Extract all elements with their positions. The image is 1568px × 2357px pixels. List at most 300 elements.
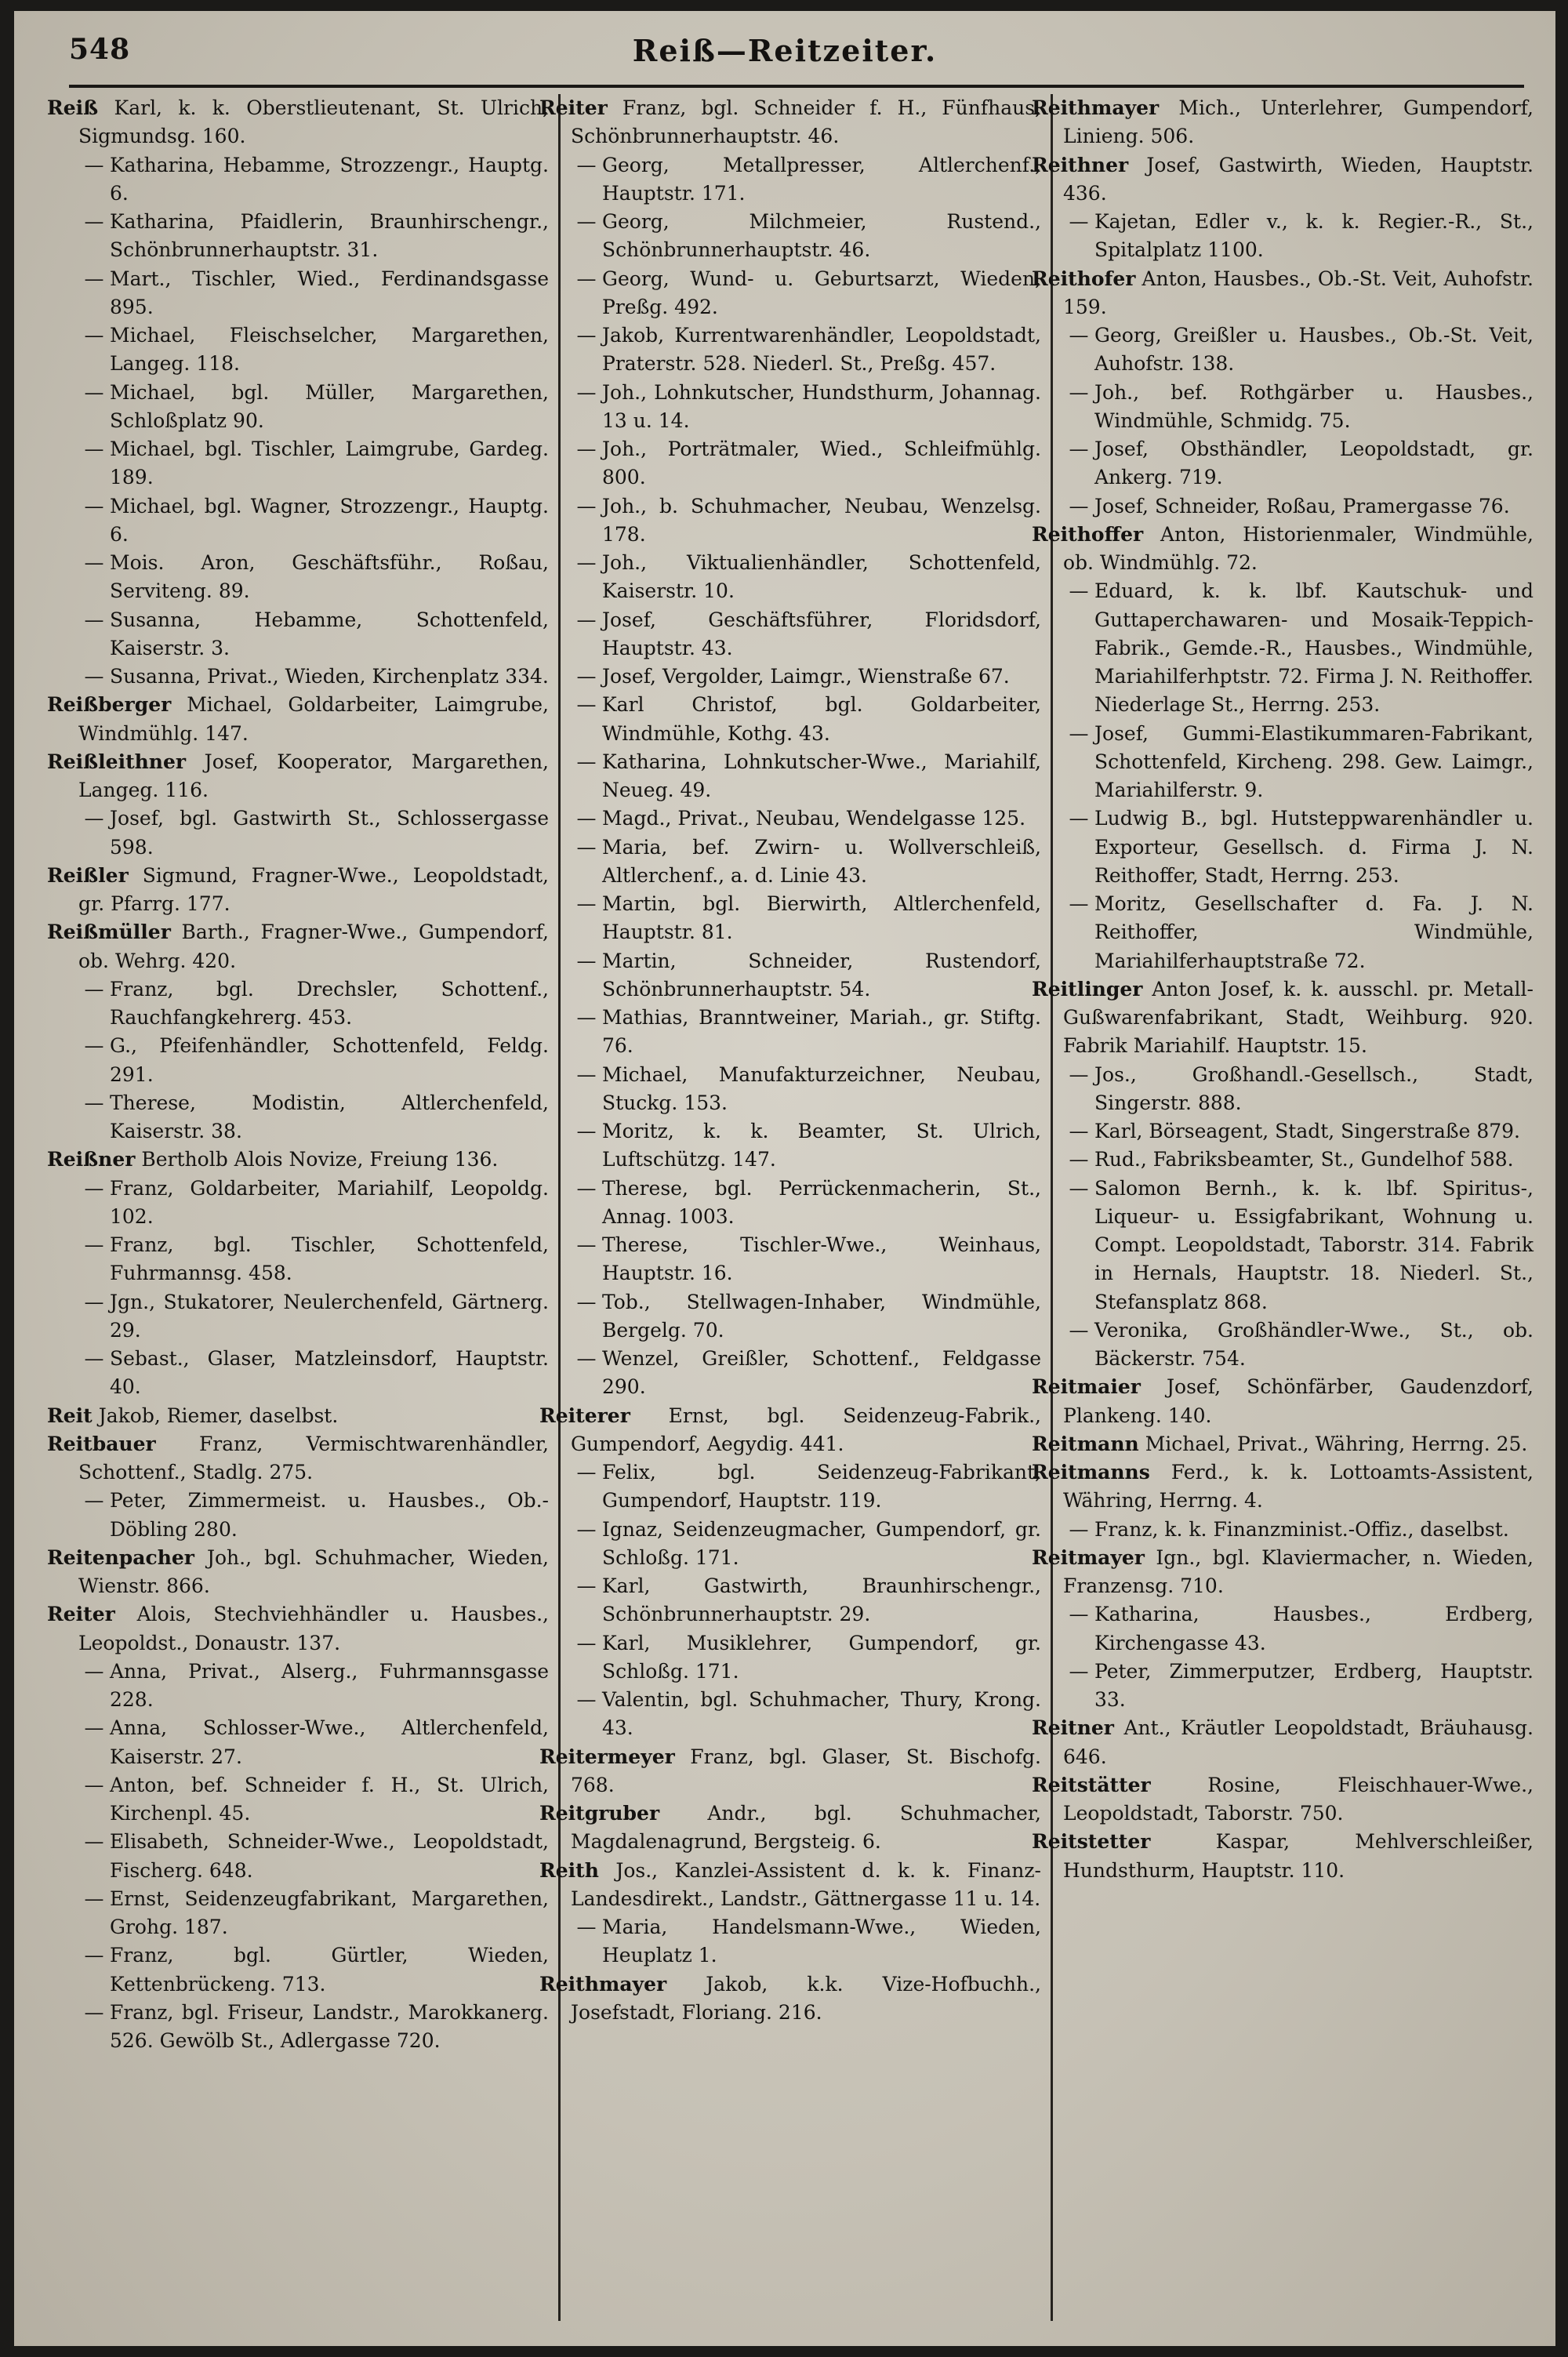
directory-subentry bbox=[571, 748, 1041, 805]
entry-text: Mich., Unterlehrer, Gumpendorf, Linieng. 506. bbox=[1063, 96, 1534, 148]
directory-subentry bbox=[571, 947, 1041, 1004]
entry-text: Josef, Kooperator, Margarethen, Langeg. 116. bbox=[78, 750, 549, 801]
entry-text: Katharina, Hausbes., Erdberg, Kirchengasse 43. bbox=[1094, 1603, 1534, 1654]
entry-text: Andr., bgl. Schuhmacher, Magdalenagrund, Bergsteig. 6. bbox=[571, 1802, 1041, 1854]
entry-text: Michael, Manufakturzeichner, Neubau, Stuckg. 153. bbox=[602, 1062, 1041, 1114]
ditto-dash: — bbox=[576, 380, 597, 404]
entry-text: Michael, bgl. Müller, Margarethen, Schloßplatz 90. bbox=[110, 380, 549, 432]
ditto-dash: — bbox=[576, 1517, 597, 1541]
entry-surname: Reißmüller bbox=[47, 921, 171, 944]
entry-text: Mois. Aron, Geschäftsführ., Roßau, Serviteng. 89. bbox=[110, 551, 549, 603]
entry-text: Veronika, Großhändler-Wwe., St., ob. Bäckerstr. 754. bbox=[1094, 1318, 1534, 1370]
entry-text: Josef, Obsthändler, Leopoldstadt, gr. Ankerg. 719. bbox=[1094, 438, 1534, 489]
entry-text: Josef, Geschäftsführer, Floridsdorf, Hauptstr. 43. bbox=[602, 608, 1041, 659]
entry-surname: Reitmayer bbox=[1032, 1545, 1145, 1569]
directory-entry bbox=[47, 1146, 549, 1174]
directory-subentry bbox=[78, 1288, 549, 1346]
entry-text: Karl, k. k. Oberstlieutenant, St. Ulrich, Sigmundsg. 160. bbox=[78, 96, 550, 148]
directory-subentry bbox=[571, 804, 1041, 833]
ditto-dash: — bbox=[1069, 210, 1089, 233]
directory-entry bbox=[1032, 265, 1534, 322]
entry-surname: Reit bbox=[47, 1404, 93, 1427]
ditto-dash: — bbox=[84, 1290, 104, 1313]
ditto-dash: — bbox=[84, 1887, 104, 1910]
ditto-dash: — bbox=[1069, 1603, 1089, 1626]
directory-subentry bbox=[78, 1885, 549, 1942]
directory-subentry bbox=[1063, 1600, 1534, 1658]
ditto-dash: — bbox=[576, 324, 597, 347]
directory-subentry bbox=[1063, 1146, 1534, 1174]
ditto-dash: — bbox=[84, 494, 104, 518]
ditto-dash: — bbox=[84, 1091, 104, 1114]
directory-subentry bbox=[571, 1061, 1041, 1118]
ditto-dash: — bbox=[576, 750, 597, 773]
entry-text: Jos., Großhandl.-Gesellsch., Stadt, Singerstr. 888. bbox=[1094, 1062, 1534, 1114]
ditto-dash: — bbox=[576, 551, 597, 574]
ditto-dash: — bbox=[84, 1034, 104, 1058]
directory-subentry bbox=[571, 833, 1041, 891]
entry-text: Wenzel, Greißler, Schottenf., Feldgasse 290. bbox=[602, 1347, 1041, 1399]
directory-subentry bbox=[78, 549, 549, 606]
directory-subentry bbox=[78, 1658, 549, 1715]
directory-subentry bbox=[1063, 1658, 1534, 1715]
entry-text: Elisabeth, Schneider-Wwe., Leopoldstadt, Fischerg. 648. bbox=[110, 1830, 549, 1882]
ditto-dash: — bbox=[84, 1659, 104, 1683]
entry-text: Felix, bgl. Seidenzeug-Fabrikant, Gumpendorf, Hauptstr. 119. bbox=[602, 1461, 1041, 1513]
ditto-dash: — bbox=[576, 1233, 597, 1256]
directory-subentry bbox=[571, 1288, 1041, 1346]
entry-text: Tob., Stellwagen-Inhaber, Windmühle, Bergelg. 70. bbox=[602, 1290, 1041, 1342]
directory-entry bbox=[47, 918, 549, 975]
ditto-dash: — bbox=[576, 1176, 597, 1200]
directory-subentry bbox=[571, 208, 1041, 265]
directory-entry bbox=[539, 1402, 1041, 1459]
column-1 bbox=[47, 94, 550, 2321]
directory-subentry bbox=[78, 1175, 549, 1232]
entry-text: Valentin, bgl. Schuhmacher, Thury, Krong. 43. bbox=[602, 1688, 1041, 1740]
ditto-dash: — bbox=[1069, 1517, 1089, 1541]
directory-entry bbox=[47, 748, 549, 805]
directory-entry bbox=[47, 1402, 549, 1430]
entry-text: Moritz, Gesellschafter d. Fa. J. N. Reithoffer, Windmühle, Mariahilferhauptstraße 72. bbox=[1094, 892, 1534, 972]
directory-subentry bbox=[1063, 1061, 1534, 1118]
entry-text: Kajetan, Edler v., k. k. Regier.-R., St., Spitalplatz 1100. bbox=[1094, 210, 1534, 262]
entry-text: Ferd., k. k. Lottoamts-Assistent, Währing, Herrng. 4. bbox=[1063, 1461, 1534, 1513]
directory-entry bbox=[1032, 975, 1534, 1061]
directory-subentry bbox=[78, 1771, 549, 1829]
entry-surname: Reitlinger bbox=[1032, 977, 1143, 1001]
column-divider bbox=[1051, 94, 1053, 2321]
entry-surname: Reißner bbox=[47, 1148, 136, 1171]
page-header bbox=[14, 11, 1555, 83]
directory-subentry bbox=[78, 265, 549, 322]
ditto-dash: — bbox=[84, 438, 104, 460]
ditto-dash: — bbox=[84, 665, 104, 688]
entry-text: Eduard, k. k. lbf. Kautschuk- und Guttaperchawaren- und Mosaik-Teppich-Fabrik., Gemde.-R., Hausbes., Windmühle, Mariahilferhptstr. 72. Firma J. N. Reithoffer. Niederlage St., Herrng. 253. bbox=[1094, 579, 1534, 717]
ditto-dash: — bbox=[576, 665, 597, 688]
directory-subentry bbox=[78, 151, 549, 209]
entry-text: Michael, Fleischselcher, Margarethen, Langeg. 118. bbox=[110, 324, 549, 376]
entry-text: Therese, Tischler-Wwe., Weinhaus, Hauptstr. 16. bbox=[602, 1233, 1041, 1285]
directory-entry bbox=[539, 94, 1041, 151]
ditto-dash: — bbox=[84, 807, 104, 830]
directory-subentry bbox=[78, 1345, 549, 1402]
entry-text: Franz, bgl. Glaser, St. Bischofg. 768. bbox=[571, 1745, 1041, 1796]
entry-text: Jakob, k.k. Vize-Hofbuchh., Josefstadt, Floriang. 216. bbox=[571, 1972, 1041, 2024]
entry-text: Joh., b. Schuhmacher, Neubau, Wenzelsg. 178. bbox=[602, 494, 1041, 546]
directory-entry bbox=[1032, 1430, 1534, 1458]
ditto-dash: — bbox=[84, 1176, 104, 1200]
directory-entry bbox=[1032, 1373, 1534, 1430]
entry-text: Josef, Vergolder, Laimgr., Wienstraße 67. bbox=[602, 665, 1010, 688]
entry-text: Sigmund, Fragner-Wwe., Leopoldstadt, gr. Pfarrg. 177. bbox=[78, 863, 549, 915]
entry-text: Katharina, Pfaidlerin, Braunhirschengr., Schönbrunnerhauptstr. 31. bbox=[110, 210, 549, 262]
entry-text: Franz, bgl. Friseur, Landstr., Marokkanerg. 526. Gewölb St., Adlergasse 720. bbox=[110, 2000, 549, 2052]
ditto-dash: — bbox=[84, 977, 104, 1001]
directory-subentry bbox=[571, 606, 1041, 663]
entry-text: Franz, bgl. Gürtler, Wieden, Kettenbrückeng. 713. bbox=[110, 1944, 549, 1996]
ditto-dash: — bbox=[1069, 1148, 1089, 1171]
directory-subentry bbox=[1063, 1516, 1534, 1544]
column-2 bbox=[539, 94, 1041, 2321]
directory-entry bbox=[539, 1857, 1041, 1914]
ditto-dash: — bbox=[84, 1944, 104, 1967]
directory-subentry bbox=[1063, 890, 1534, 975]
directory-subentry bbox=[78, 975, 549, 1033]
entry-text: Anna, Privat., Alserg., Fuhrmannsgasse 228. bbox=[110, 1659, 549, 1711]
page-number: 548 bbox=[69, 33, 131, 66]
directory-subentry bbox=[1063, 804, 1534, 890]
entry-text: Franz, Vermischtwarenhändler, Schottenf., Stadlg. 275. bbox=[78, 1432, 549, 1484]
directory-subentry bbox=[78, 663, 549, 691]
entry-surname: Reißberger bbox=[47, 693, 172, 717]
ditto-dash: — bbox=[576, 1347, 597, 1370]
directory-subentry bbox=[78, 1828, 549, 1885]
entry-surname: Reitenpacher bbox=[47, 1545, 194, 1569]
directory-subentry bbox=[571, 549, 1041, 606]
entry-surname: Reiß bbox=[47, 96, 99, 119]
ditto-dash: — bbox=[84, 324, 104, 347]
directory-subentry bbox=[1063, 1175, 1534, 1317]
entry-text: Joh., Lohnkutscher, Hundsthurm, Johannag. 13 u. 14. bbox=[602, 380, 1041, 432]
entry-text: Salomon Bernh., k. k. lbf. Spiritus-, Liqueur- u. Essigfabrikant, Wohnung u. Compt. Leopoldstadt, Taborstr. 314. Fabrik in Hernals, Hauptstr. 18. Niederl. St., Stefansplatz 868. bbox=[1094, 1176, 1534, 1313]
entry-surname: Reißleithner bbox=[47, 750, 187, 773]
entry-text: G., Pfeifenhändler, Schottenfeld, Feldg. 291. bbox=[110, 1034, 549, 1086]
entry-text: Peter, Zimmermeist. u. Hausbes., Ob.-Döbling 280. bbox=[110, 1489, 549, 1541]
directory-subentry bbox=[1063, 1317, 1534, 1374]
directory-subentry bbox=[78, 606, 549, 663]
ditto-dash: — bbox=[576, 892, 597, 915]
ditto-dash: — bbox=[576, 608, 597, 631]
entry-text: Ernst, bgl. Seidenzeug-Fabrik., Gumpendorf, Aegydig. 441. bbox=[571, 1404, 1041, 1455]
directory-subentry bbox=[571, 321, 1041, 379]
directory-entry bbox=[1032, 94, 1534, 151]
ditto-dash: — bbox=[576, 807, 597, 830]
entry-surname: Reith bbox=[539, 1858, 599, 1882]
entry-text: Ign., bgl. Klaviermacher, n. Wieden, Franzensg. 710. bbox=[1063, 1545, 1534, 1597]
ditto-dash: — bbox=[1069, 579, 1089, 603]
ditto-dash: — bbox=[576, 1062, 597, 1086]
entry-text: Barth., Fragner-Wwe., Gumpendorf, ob. Wehrg. 420. bbox=[78, 921, 549, 972]
entry-surname: Reiterer bbox=[539, 1404, 630, 1427]
directory-entry bbox=[539, 1970, 1041, 2028]
column-3 bbox=[1032, 94, 1534, 2321]
ditto-dash: — bbox=[1069, 1318, 1089, 1342]
directory-entry bbox=[47, 691, 550, 748]
ditto-dash: — bbox=[1069, 494, 1089, 518]
entry-text: Anton, Historienmaler, Windmühle, ob. Windmühlg. 72. bbox=[1063, 522, 1534, 574]
entry-text: Jakob, Kurrentwarenhändler, Leopoldstadt, Praterstr. 528. Niederl. St., Preßg. 457. bbox=[602, 324, 1041, 376]
directory-subentry bbox=[78, 1032, 549, 1089]
ditto-dash: — bbox=[84, 1489, 104, 1513]
ditto-dash: — bbox=[576, 153, 597, 176]
entry-text: Michael, Goldarbeiter, Laimgrube, Windmühlg. 147. bbox=[78, 693, 550, 745]
entry-text: Josef, Schönfärber, Gaudenzdorf, Plankeng. 140. bbox=[1063, 1375, 1534, 1427]
entry-text: Josef, Schneider, Roßau, Pramergasse 76. bbox=[1094, 494, 1510, 518]
entry-text: Georg, Greißler u. Hausbes., Ob.-St. Veit, Auhofstr. 138. bbox=[1094, 324, 1534, 376]
entry-text: Jgn., Stukatorer, Neulerchenfeld, Gärtnerg. 29. bbox=[110, 1290, 549, 1342]
directory-subentry bbox=[571, 1572, 1041, 1629]
directory-subentry bbox=[1063, 379, 1534, 436]
directory-subentry bbox=[571, 1175, 1041, 1232]
ditto-dash: — bbox=[84, 1716, 104, 1740]
entry-text: Joh., Porträtmaler, Wied., Schleifmühlg. 800. bbox=[602, 438, 1041, 489]
entry-surname: Reithofer bbox=[1032, 267, 1136, 290]
directory-subentry bbox=[1063, 492, 1534, 521]
entry-text: Anton, Hausbes., Ob.-St. Veit, Auhofstr. 159. bbox=[1063, 267, 1534, 318]
directory-entry bbox=[539, 1800, 1041, 1857]
directory-entry bbox=[47, 1600, 549, 1658]
entry-surname: Reiter bbox=[539, 96, 608, 119]
directory-entry bbox=[1032, 521, 1534, 578]
directory-subentry bbox=[571, 1345, 1041, 1402]
ditto-dash: — bbox=[576, 438, 597, 460]
entry-text: Georg, Milchmeier, Rustend., Schönbrunnerhauptstr. 46. bbox=[602, 210, 1041, 262]
ditto-dash: — bbox=[1069, 807, 1089, 830]
ditto-dash: — bbox=[576, 1631, 597, 1654]
entry-text: Josef, Gummi-Elastikummaren-Fabrikant, Schottenfeld, Kircheng. 298. Gew. Laimgr., Mariahilferstr. 9. bbox=[1094, 721, 1534, 801]
directory-subentry bbox=[1063, 720, 1534, 805]
entry-text: Franz, bgl. Tischler, Schottenfeld, Fuhrmannsg. 458. bbox=[110, 1233, 549, 1285]
entry-text: Georg, Metallpresser, Altlerchenf., Hauptstr. 171. bbox=[602, 153, 1041, 205]
directory-entry bbox=[47, 1544, 550, 1601]
directory-subentry bbox=[78, 1999, 549, 2056]
directory-subentry bbox=[571, 663, 1041, 691]
entry-text: Anton Josef, k. k. ausschl. pr. Metall-Gußwarenfabrikant, Stadt, Weihburg. 920. Fabrik Mariahilf. Hauptstr. 15. bbox=[1063, 977, 1534, 1058]
ditto-dash: — bbox=[576, 1916, 597, 1938]
entry-text: Susanna, Hebamme, Schottenfeld, Kaiserstr. 3. bbox=[110, 608, 549, 659]
entry-text: Moritz, k. k. Beamter, St. Ulrich, Luftschützg. 147. bbox=[602, 1120, 1041, 1171]
directory-subentry bbox=[571, 1004, 1041, 1061]
ditto-dash: — bbox=[576, 267, 597, 290]
entry-text: Rosine, Fleischhauer-Wwe., Leopoldstadt, Taborstr. 750. bbox=[1063, 1773, 1534, 1825]
entry-text: Ignaz, Seidenzeugmacher, Gumpendorf, gr. Schloßg. 171. bbox=[602, 1517, 1041, 1569]
ditto-dash: — bbox=[1069, 721, 1089, 745]
entry-surname: Reithoffer bbox=[1032, 522, 1144, 546]
entry-text: Michael, Privat., Währing, Herrng. 25. bbox=[1145, 1432, 1528, 1455]
entry-surname: Reitstätter bbox=[1032, 1773, 1151, 1796]
columns bbox=[47, 94, 1534, 2321]
entry-text: Karl, Börseagent, Stadt, Singerstraße 879. bbox=[1094, 1120, 1520, 1142]
ditto-dash: — bbox=[84, 267, 104, 290]
directory-page bbox=[14, 11, 1555, 2346]
entry-text: Maria, bef. Zwirn- u. Wollverschleiß, Altlerchenf., a. d. Linie 43. bbox=[602, 835, 1041, 887]
directory-subentry bbox=[78, 379, 549, 436]
ditto-dash: — bbox=[576, 949, 597, 972]
ditto-dash: — bbox=[84, 551, 104, 574]
header-rule bbox=[69, 85, 1524, 88]
entry-text: Georg, Wund- u. Geburtsarzt, Wieden, Preßg. 492. bbox=[602, 267, 1041, 318]
directory-subentry bbox=[78, 1089, 549, 1146]
directory-subentry bbox=[571, 890, 1041, 947]
entry-text: Karl, Musiklehrer, Gumpendorf, gr. Schloßg. 171. bbox=[602, 1631, 1041, 1683]
directory-subentry bbox=[78, 804, 549, 862]
entry-surname: Reitner bbox=[1032, 1716, 1114, 1740]
directory-subentry bbox=[78, 1941, 549, 1999]
directory-subentry bbox=[1063, 321, 1534, 379]
ditto-dash: — bbox=[1069, 892, 1089, 915]
entry-text: Maria, Handelsmann-Wwe., Wieden, Heuplatz 1. bbox=[602, 1916, 1041, 1967]
directory-subentry bbox=[571, 691, 1041, 748]
ditto-dash: — bbox=[84, 608, 104, 631]
directory-subentry bbox=[1063, 1117, 1534, 1146]
ditto-dash: — bbox=[576, 835, 597, 859]
entry-text: Josef, Gastwirth, Wieden, Hauptstr. 436. bbox=[1063, 153, 1534, 205]
directory-subentry bbox=[571, 1516, 1041, 1573]
ditto-dash: — bbox=[1069, 1062, 1089, 1086]
directory-entry bbox=[1032, 1828, 1534, 1885]
ditto-dash: — bbox=[1069, 1659, 1089, 1683]
ditto-dash: — bbox=[576, 494, 597, 518]
entry-text: Jos., Kanzlei-Assistent d. k. k. Finanz-Landesdirekt., Landstr., Gättnergasse 11 u. 14. bbox=[571, 1858, 1041, 1910]
ditto-dash: — bbox=[84, 1233, 104, 1256]
entry-text: Martin, Schneider, Rustendorf, Schönbrunnerhauptstr. 54. bbox=[602, 949, 1041, 1001]
ditto-dash: — bbox=[84, 1773, 104, 1796]
entry-text: Joh., bef. Rothgärber u. Hausbes., Windmühle, Schmidg. 75. bbox=[1094, 380, 1534, 432]
entry-text: Michael, bgl. Wagner, Strozzengr., Hauptg. 6. bbox=[110, 494, 549, 546]
ditto-dash: — bbox=[576, 1120, 597, 1142]
directory-entry bbox=[47, 862, 549, 919]
ditto-dash: — bbox=[576, 1006, 597, 1029]
directory-subentry bbox=[571, 1629, 1041, 1687]
directory-subentry bbox=[78, 1714, 549, 1771]
directory-subentry bbox=[571, 1686, 1041, 1743]
entry-text: Katharina, Hebamme, Strozzengr., Hauptg. 6. bbox=[110, 153, 549, 205]
entry-text: Franz, bgl. Schneider f. H., Fünfhaus, Schönbrunnerhauptstr. 46. bbox=[571, 96, 1041, 148]
directory-subentry bbox=[1063, 208, 1534, 265]
ditto-dash: — bbox=[84, 2000, 104, 2024]
entry-text: Katharina, Lohnkutscher-Wwe., Mariahilf, Neueg. 49. bbox=[602, 750, 1041, 801]
entry-text: Anna, Schlosser-Wwe., Altlerchenfeld, Kaiserstr. 27. bbox=[110, 1716, 549, 1768]
entry-surname: Reithner bbox=[1032, 153, 1129, 176]
entry-text: Mathias, Branntweiner, Mariah., gr. Stiftg. 76. bbox=[602, 1006, 1041, 1058]
entry-text: Franz, k. k. Finanzminist.-Offiz., daselbst. bbox=[1094, 1517, 1509, 1541]
entry-text: Bertholb Alois Novize, Freiung 136. bbox=[141, 1148, 499, 1171]
directory-subentry bbox=[571, 1458, 1041, 1516]
directory-subentry bbox=[78, 1231, 549, 1288]
entry-text: Susanna, Privat., Wieden, Kirchenplatz 334. bbox=[110, 665, 549, 688]
ditto-dash: — bbox=[84, 380, 104, 404]
entry-text: Martin, bgl. Bierwirth, Altlerchenfeld, Hauptstr. 81. bbox=[602, 892, 1041, 944]
ditto-dash: — bbox=[1069, 380, 1089, 404]
entry-text: Therese, bgl. Perrückenmacherin, St., Annag. 1003. bbox=[602, 1176, 1041, 1228]
directory-subentry bbox=[571, 1117, 1041, 1175]
ditto-dash: — bbox=[576, 1688, 597, 1711]
ditto-dash: — bbox=[576, 1290, 597, 1313]
entry-text: Franz, Goldarbeiter, Mariahilf, Leopoldg. 102. bbox=[110, 1176, 549, 1228]
directory-subentry bbox=[571, 1231, 1041, 1288]
ditto-dash: — bbox=[1069, 438, 1089, 460]
entry-text: Jakob, Riemer, daselbst. bbox=[98, 1404, 339, 1427]
directory-subentry bbox=[571, 151, 1041, 209]
directory-entry bbox=[47, 1430, 549, 1487]
entry-text: Franz, bgl. Drechsler, Schottenf., Rauchfangkehrerg. 453. bbox=[110, 977, 549, 1029]
entry-surname: Reißler bbox=[47, 863, 129, 887]
ditto-dash: — bbox=[576, 693, 597, 717]
entry-surname: Reitstetter bbox=[1032, 1830, 1151, 1854]
entry-text: Ant., Kräutler Leopoldstadt, Bräuhausg. 646. bbox=[1063, 1716, 1534, 1768]
directory-subentry bbox=[571, 1913, 1041, 1970]
entry-surname: Reitmaier bbox=[1032, 1375, 1141, 1399]
entry-text: Magd., Privat., Neubau, Wendelgasse 125. bbox=[602, 807, 1026, 830]
directory-subentry bbox=[1063, 435, 1534, 492]
entry-text: Kaspar, Mehlverschleißer, Hundsthurm, Hauptstr. 110. bbox=[1063, 1830, 1534, 1882]
entry-surname: Reitmanns bbox=[1032, 1461, 1150, 1484]
directory-subentry bbox=[78, 492, 549, 550]
entry-text: Alois, Stechviehhändler u. Hausbes., Leopoldst., Donaustr. 137. bbox=[78, 1603, 549, 1654]
entry-text: Peter, Zimmerputzer, Erdberg, Hauptstr. 33. bbox=[1094, 1659, 1534, 1711]
entry-text: Joh., Viktualienhändler, Schottenfeld, Kaiserstr. 10. bbox=[602, 551, 1041, 603]
ditto-dash: — bbox=[576, 1574, 597, 1597]
entry-text: Ernst, Seidenzeugfabrikant, Margarethen, Grohg. 187. bbox=[110, 1887, 549, 1938]
entry-surname: Reithmayer bbox=[1032, 96, 1160, 119]
entry-text: Therese, Modistin, Altlerchenfeld, Kaiserstr. 38. bbox=[110, 1091, 549, 1142]
ditto-dash: — bbox=[84, 153, 104, 176]
directory-subentry bbox=[78, 208, 549, 265]
entry-surname: Reiter bbox=[47, 1603, 115, 1626]
directory-subentry bbox=[78, 1487, 549, 1544]
directory-subentry bbox=[571, 435, 1041, 492]
directory-subentry bbox=[78, 435, 549, 492]
directory-entry bbox=[1032, 1544, 1534, 1601]
ditto-dash: — bbox=[576, 1461, 597, 1484]
entry-surname: Reitermeyer bbox=[539, 1745, 675, 1768]
entry-text: Anton, bef. Schneider f. H., St. Ulrich, Kirchenpl. 45. bbox=[110, 1773, 549, 1825]
ditto-dash: — bbox=[1069, 1120, 1089, 1142]
entry-text: Ludwig B., bgl. Hutsteppwarenhändler u. Exporteur, Gesellsch. d. Firma J. N. Reithoffer, Stadt, Herrng. 253. bbox=[1094, 807, 1534, 887]
running-head: Reiß—Reitzeiter. bbox=[632, 33, 938, 68]
entry-text: Michael, bgl. Tischler, Laimgrube, Gardeg. 189. bbox=[110, 438, 549, 489]
directory-entry bbox=[1032, 1771, 1534, 1829]
ditto-dash: — bbox=[84, 1830, 104, 1854]
directory-subentry bbox=[1063, 577, 1534, 719]
directory-subentry bbox=[571, 492, 1041, 550]
ditto-dash: — bbox=[576, 210, 597, 233]
entry-text: Karl, Gastwirth, Braunhirschengr., Schönbrunnerhauptstr. 29. bbox=[602, 1574, 1041, 1626]
directory-subentry bbox=[571, 379, 1041, 436]
directory-subentry bbox=[78, 321, 549, 379]
entry-text: Sebast., Glaser, Matzleinsdorf, Hauptstr. 40. bbox=[110, 1347, 549, 1399]
ditto-dash: — bbox=[84, 210, 104, 233]
directory-entry bbox=[1032, 1458, 1534, 1516]
entry-surname: Reitbauer bbox=[47, 1432, 156, 1455]
entry-text: Karl Christof, bgl. Goldarbeiter, Windmühle, Kothg. 43. bbox=[602, 693, 1041, 745]
entry-text: Joh., bgl. Schuhmacher, Wieden, Wienstr. 866. bbox=[78, 1545, 550, 1597]
directory-entry bbox=[539, 1743, 1041, 1800]
directory-subentry bbox=[571, 265, 1041, 322]
entry-surname: Reithmayer bbox=[539, 1972, 667, 1996]
entry-text: Mart., Tischler, Wied., Ferdinandsgasse 895. bbox=[110, 267, 549, 318]
